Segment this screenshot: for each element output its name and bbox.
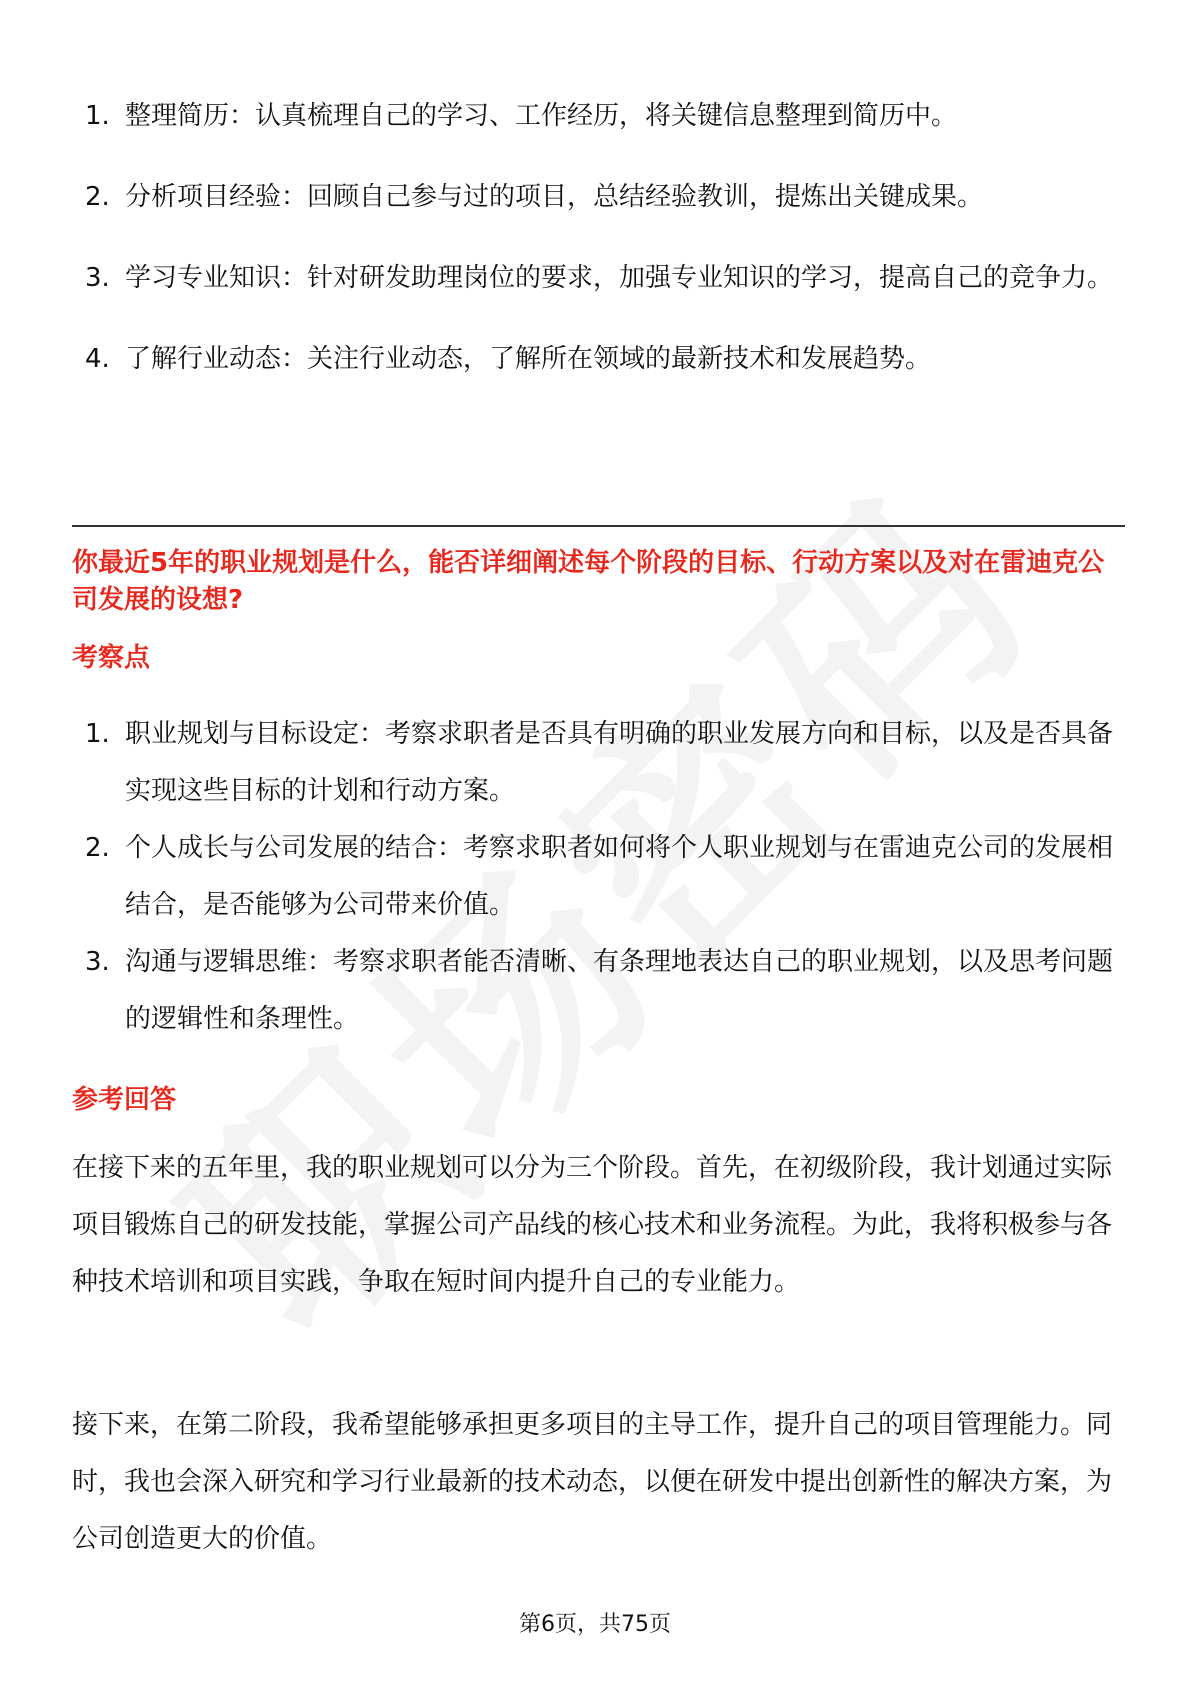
list-item: [85, 331, 1125, 388]
list-number: 3.: [85, 947, 110, 977]
page-number: 第6页，共75页: [519, 1612, 671, 1637]
focus-title: 考察点: [72, 643, 151, 673]
list-item: [85, 169, 1125, 226]
list-text: 了解行业动态：关注行业动态，了解所在领域的最新技术和发展趋势。: [125, 344, 932, 374]
answer-paragraph: 接下来，在第二阶段，我希望能够承担更多项目的主导工作，提升自己的项目管理能力。同时，我也会深入研究和学习行业最新的技术动态，以便在研发中提出创新性的解决方案，为公司创造更大的价值。: [72, 1410, 1113, 1554]
answer-paragraph: 在接下来的五年里，我的职业规划可以分为三个阶段。首先，在初级阶段，我计划通过实际项目锻炼自己的研发技能，掌握公司产品线的核心技术和业务流程。为此，我将积极参与各种技术培训和项目实践，争取在短时间内提升自己的专业能力。: [72, 1153, 1113, 1297]
answer-title: 参考回答: [72, 1085, 177, 1115]
list-number: 3.: [85, 263, 110, 293]
list-item: [85, 250, 1125, 307]
list-text: 分析项目经验：回顾自己参与过的项目，总结经验教训，提炼出关键成果。: [125, 182, 984, 212]
list-number: 4.: [85, 344, 110, 374]
list-number: 2.: [85, 833, 110, 863]
question-heading: 你最近5年的职业规划是什么，能否详细阐述每个阶段的目标、行动方案以及对在雷迪克公司发展的设想?: [72, 548, 1105, 615]
list-number: 2.: [85, 182, 110, 212]
list-text: 整理简历：认真梳理自己的学习、工作经历，将关键信息整理到简历中。: [125, 101, 958, 131]
list-item: [85, 88, 1125, 145]
list-number: 1.: [85, 719, 110, 749]
list-text: 学习专业知识：针对研发助理岗位的要求，加强专业知识的学习，提高自己的竞争力。: [125, 263, 1114, 293]
list-item: [85, 706, 1125, 820]
list-item: [85, 934, 1125, 1048]
list-text: 沟通与逻辑思维：考察求职者能否清晰、有条理地表达自己的职业规划，以及思考问题的逻辑性和条理性。: [125, 947, 1114, 1034]
list-number: 1.: [85, 101, 110, 131]
focus-list: [85, 706, 1125, 1048]
prep-list: [85, 88, 1125, 412]
list-item: [85, 820, 1125, 934]
section-divider: [72, 525, 1125, 527]
list-text: 职业规划与目标设定：考察求职者是否具有明确的职业发展方向和目标，以及是否具备实现这些目标的计划和行动方案。: [125, 719, 1114, 806]
list-text: 个人成长与公司发展的结合：考察求职者如何将个人职业规划与在雷迪克公司的发展相结合，是否能够为公司带来价值。: [125, 833, 1114, 920]
